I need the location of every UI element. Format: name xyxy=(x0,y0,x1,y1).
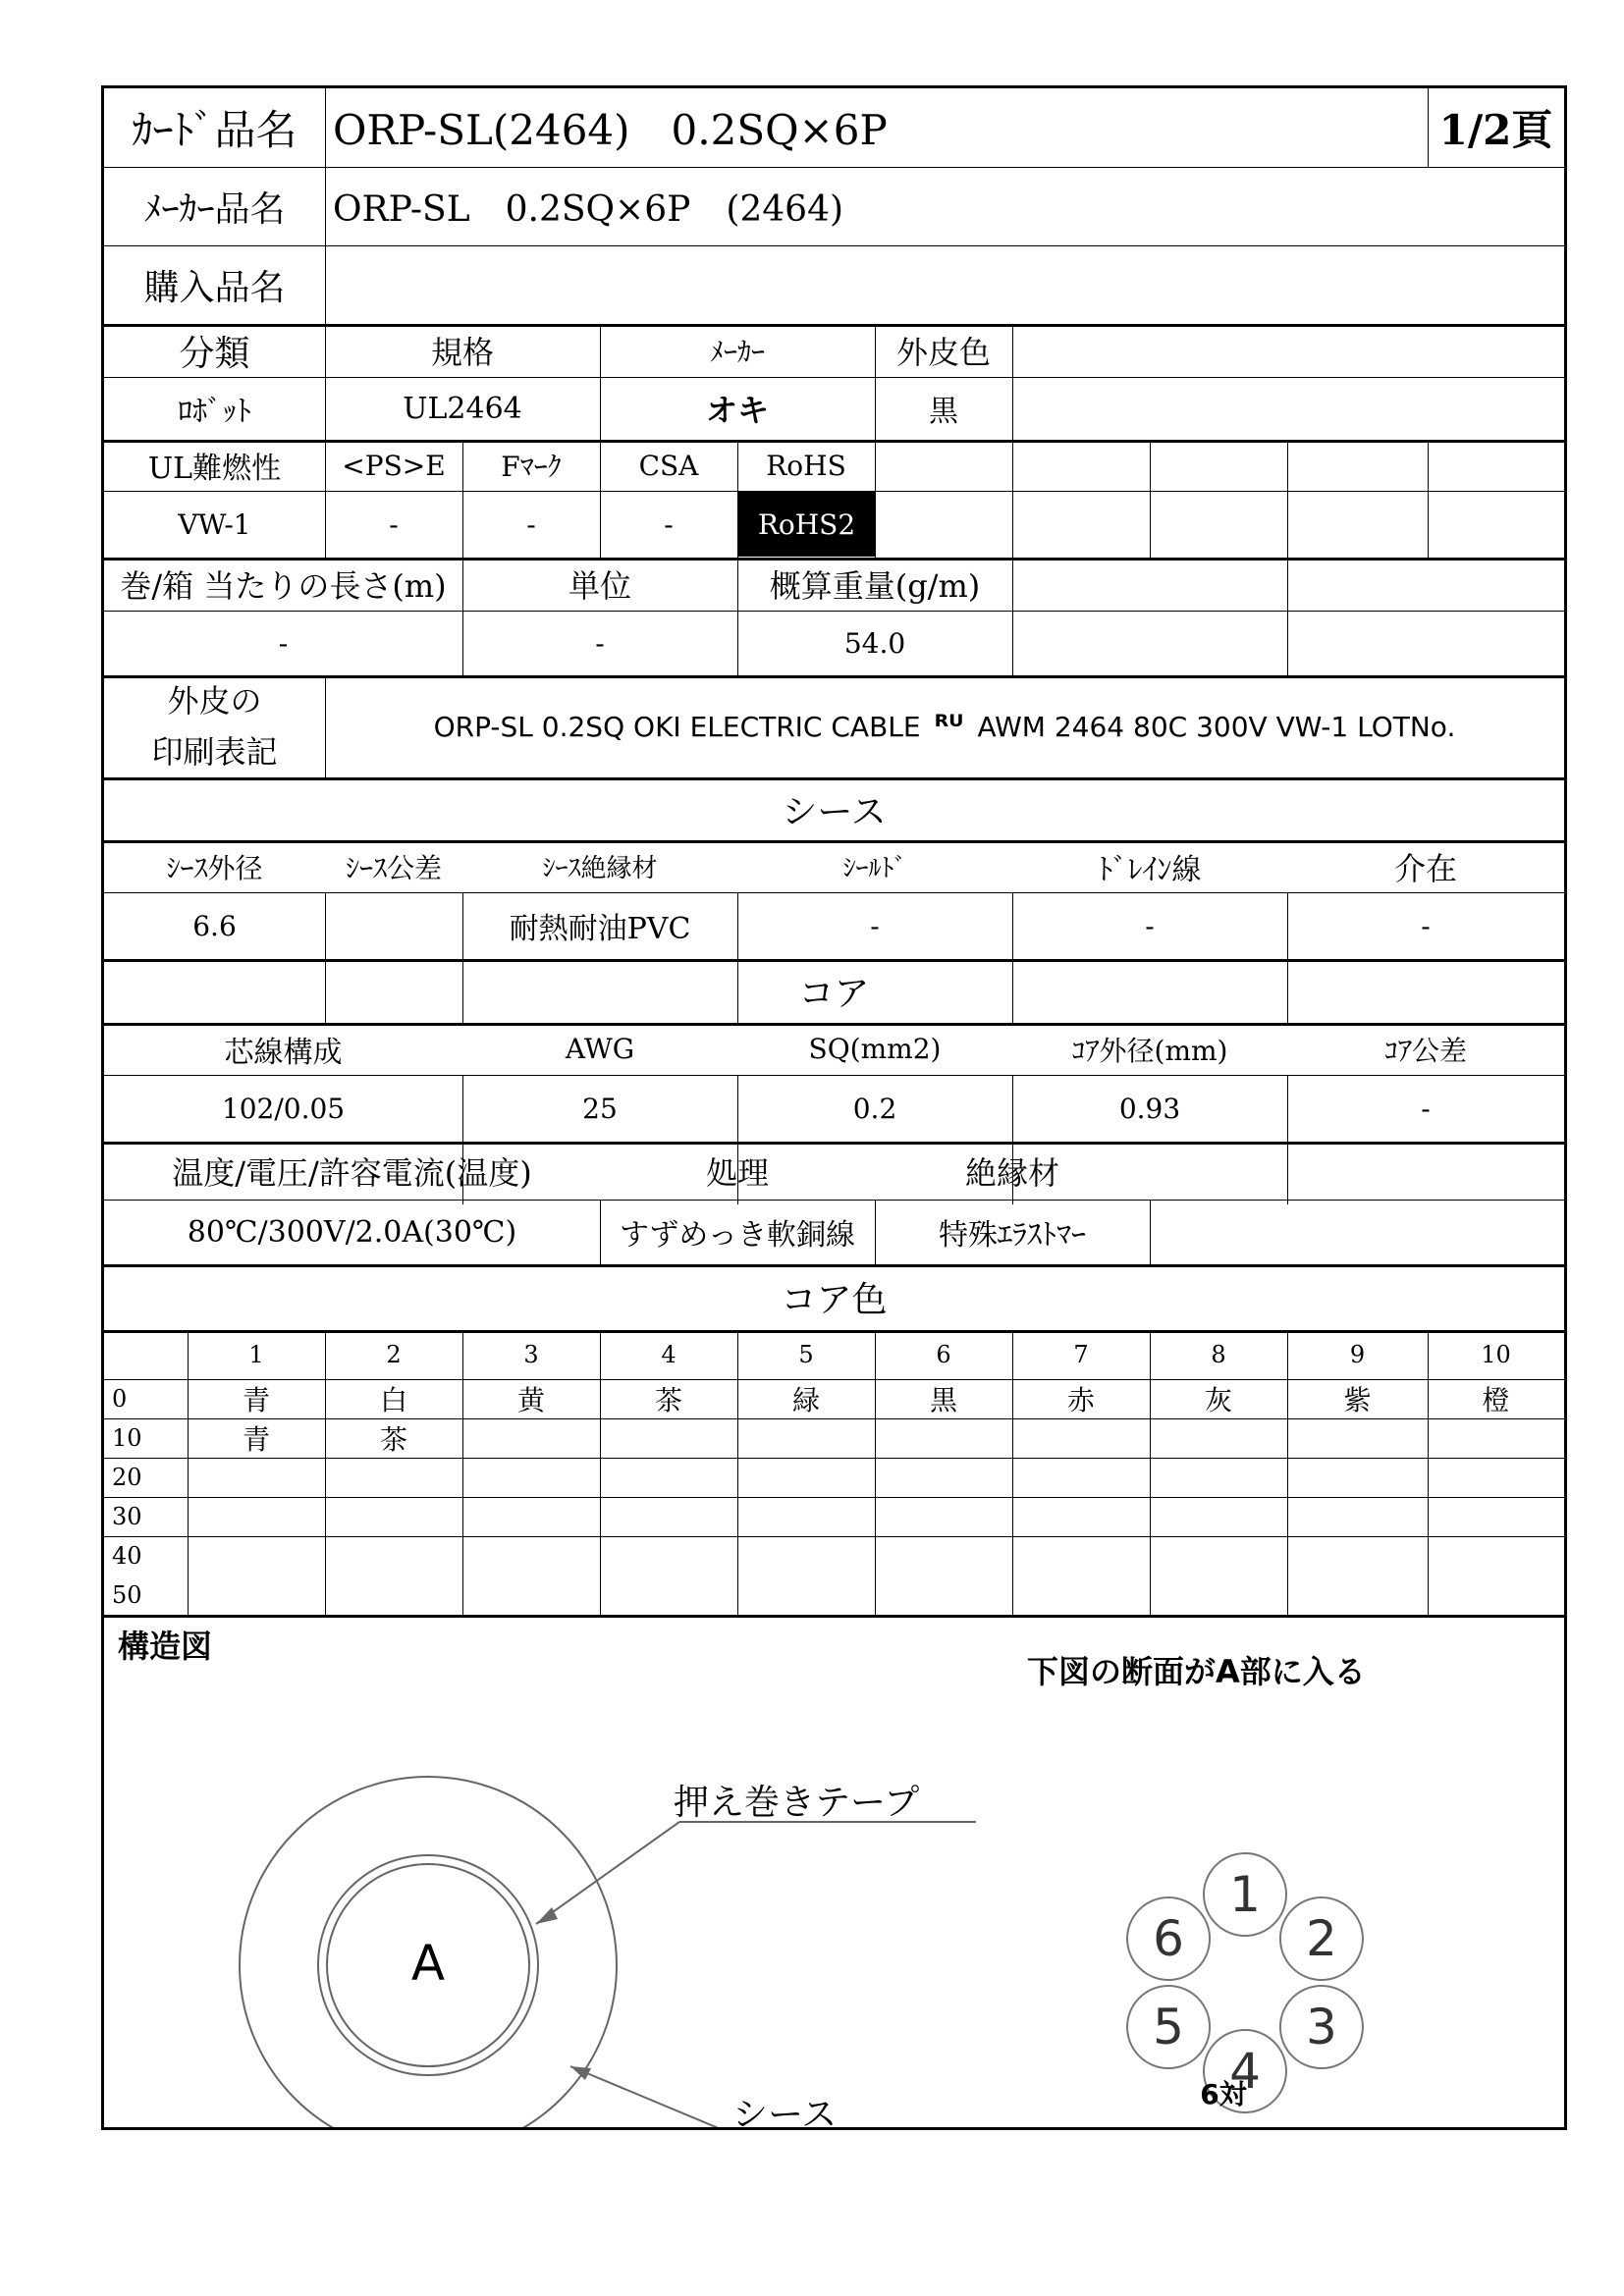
length-per-reel-value: - xyxy=(278,626,289,660)
color-cell: 橙 xyxy=(1482,1384,1510,1416)
color-row-label: 50 xyxy=(112,1581,142,1609)
color-column-header: 9 xyxy=(1349,1341,1366,1368)
color-cell xyxy=(600,1458,737,1497)
color-cell xyxy=(462,1497,600,1536)
temp-voltage-current-value: 80℃/300V/2.0A(30℃) xyxy=(187,1214,517,1250)
ul-flame-header: UL難燃性 xyxy=(147,452,282,486)
conductor-header: 芯線構成 xyxy=(224,1035,343,1070)
conductor-value: 102/0.05 xyxy=(221,1092,346,1125)
page-number: 1/2頁 xyxy=(1438,106,1553,154)
color-row-label: 10 xyxy=(112,1424,142,1452)
sheath-insulation-value: 耐熱耐油PVC xyxy=(509,912,691,946)
sq-header: SQ(mm2) xyxy=(808,1033,942,1065)
color-column-header: 7 xyxy=(1073,1341,1089,1368)
temp-voltage-current-header: 温度/電圧/許容電流(温度) xyxy=(172,1153,532,1192)
core-tolerance-value: - xyxy=(1421,1092,1431,1125)
rohs-badge: RoHS2 xyxy=(738,492,875,557)
color-column-header: 3 xyxy=(523,1341,539,1368)
color-cell xyxy=(325,1575,462,1615)
color-cell xyxy=(600,1497,737,1536)
color-cell xyxy=(600,1575,737,1615)
color-cell: 青 xyxy=(242,1423,270,1456)
jacket-color-value: 黒 xyxy=(929,395,958,429)
purchase-name-label: 購入品名 xyxy=(143,267,286,308)
approx-weight-value: 54.0 xyxy=(843,626,906,660)
color-cell: 茶 xyxy=(654,1384,682,1416)
color-cell xyxy=(1428,1458,1564,1497)
filler-value: - xyxy=(1421,909,1431,942)
awg-value: 25 xyxy=(582,1092,618,1125)
f-mark-header: Fﾏｰｸ xyxy=(501,451,562,483)
sheath-tolerance-header: ｼｰｽ公差 xyxy=(345,851,442,884)
color-cell xyxy=(1012,1575,1150,1615)
color-cell xyxy=(325,1458,462,1497)
color-cell xyxy=(462,1575,600,1615)
purchase-name-value xyxy=(325,245,1564,324)
color-cell: 紫 xyxy=(1343,1384,1372,1416)
color-cell xyxy=(1012,1497,1150,1536)
core-od-value: 0.93 xyxy=(1118,1092,1181,1125)
color-cell xyxy=(1150,1497,1287,1536)
color-cell xyxy=(325,1536,462,1575)
core-color-section-title: コア色 xyxy=(781,1280,888,1320)
color-cell xyxy=(737,1458,875,1497)
ul-mark-icon: ᴿᵁ xyxy=(934,709,964,744)
sheath-od-header: ｼｰｽ外径 xyxy=(166,851,263,884)
color-cell xyxy=(1428,1418,1564,1458)
maker-name-label: ﾒｰｶｰ品名 xyxy=(143,188,286,230)
ul-flame-value: VW-1 xyxy=(178,507,251,541)
color-cell: 緑 xyxy=(791,1384,820,1416)
shield-value: - xyxy=(870,909,880,942)
pair-count-label: 6対 xyxy=(1200,2078,1247,2110)
card-name-label: ｶｰﾄﾞ品名 xyxy=(132,106,298,154)
pair-number: 1 xyxy=(1229,1866,1261,1923)
color-cell xyxy=(462,1536,600,1575)
print-label-line2: 印刷表記 xyxy=(151,733,278,771)
treatment-value: すずめっき軟銅線 xyxy=(620,1218,855,1253)
color-cell: 青 xyxy=(242,1384,270,1416)
rohs-header: RoHS xyxy=(766,449,846,482)
color-row-label: 20 xyxy=(112,1464,142,1491)
spec-sheet xyxy=(101,85,1567,2135)
color-column-header: 1 xyxy=(248,1341,264,1368)
core-label-a: A xyxy=(410,1935,446,1992)
filler-header: 介在 xyxy=(1393,849,1457,887)
unit-header: 単位 xyxy=(568,567,631,605)
maker-value: オキ xyxy=(705,392,769,429)
color-cell xyxy=(1150,1575,1287,1615)
classification-value: ﾛﾎﾞｯﾄ xyxy=(178,395,251,429)
color-cell xyxy=(1150,1458,1287,1497)
color-cell: 黄 xyxy=(516,1384,545,1416)
shield-header: ｼｰﾙﾄﾞ xyxy=(842,854,907,883)
pair-number: 6 xyxy=(1153,1910,1184,1967)
structure-title: 構造図 xyxy=(118,1628,213,1665)
color-cell xyxy=(737,1497,875,1536)
color-cell xyxy=(1428,1536,1564,1575)
color-cell xyxy=(875,1497,1012,1536)
color-column-header: 5 xyxy=(798,1341,814,1368)
classification-header: 分類 xyxy=(179,333,250,374)
print-marking-label xyxy=(104,675,325,777)
tape-label: 押え巻きテープ xyxy=(674,1782,920,1823)
jacket-color-header: 外皮色 xyxy=(895,334,991,371)
sheath-section-title: シース xyxy=(782,791,887,832)
pair-number: 2 xyxy=(1306,1910,1337,1967)
f-mark-value: - xyxy=(526,507,536,541)
color-cell xyxy=(600,1418,737,1458)
standard-value: UL2464 xyxy=(403,391,522,426)
length-per-reel-header: 巻/箱 当たりの長さ(m) xyxy=(120,567,447,605)
color-cell: 茶 xyxy=(379,1423,407,1456)
color-row-label: 30 xyxy=(112,1503,142,1530)
csa-value: - xyxy=(664,507,674,541)
core-od-header: ｺｱ外径(mm) xyxy=(1071,1034,1228,1067)
color-cell xyxy=(875,1575,1012,1615)
color-row-label: 40 xyxy=(112,1542,142,1570)
color-cell xyxy=(1012,1418,1150,1458)
color-cell xyxy=(1287,1575,1428,1615)
pair-number: 5 xyxy=(1153,1999,1184,2056)
insulation-value: 特殊ｴﾗｽﾄﾏｰ xyxy=(939,1218,1086,1253)
color-cell xyxy=(1287,1497,1428,1536)
color-cell xyxy=(1287,1458,1428,1497)
color-cell xyxy=(600,1536,737,1575)
approx-weight-header: 概算重量(g/m) xyxy=(769,567,981,605)
color-cell xyxy=(1012,1458,1150,1497)
color-cell xyxy=(188,1458,325,1497)
color-cell: 黒 xyxy=(929,1384,957,1416)
color-column-header: 8 xyxy=(1211,1341,1226,1368)
card-name-value: ORP-SL(2464) 0.2SQ×6P xyxy=(333,106,888,154)
color-column-header: 2 xyxy=(386,1341,402,1368)
color-cell xyxy=(325,1497,462,1536)
drain-wire-value: - xyxy=(1145,909,1155,942)
color-row-label: 0 xyxy=(112,1385,128,1413)
maker-header: ﾒｰｶｰ xyxy=(709,336,765,368)
pair-number: 4 xyxy=(1229,2043,1261,2100)
core-tolerance-header: ｺｱ公差 xyxy=(1383,1034,1467,1067)
drain-wire-header: ﾄﾞﾚｲﾝ線 xyxy=(1098,852,1202,887)
ps-e-header: <PS>E xyxy=(342,449,446,482)
insulation-header: 絶縁材 xyxy=(964,1153,1059,1192)
color-cell xyxy=(1428,1575,1564,1615)
treatment-header: 処理 xyxy=(705,1153,769,1192)
sheath-label: シース xyxy=(732,2094,838,2135)
color-cell xyxy=(1150,1536,1287,1575)
color-column-header: 4 xyxy=(661,1341,677,1368)
csa-header: CSA xyxy=(638,449,699,482)
core-section-title: コア xyxy=(798,974,870,1014)
color-cell xyxy=(1287,1418,1428,1458)
sheath-od-value: 6.6 xyxy=(192,909,237,942)
ps-e-value: - xyxy=(389,507,399,541)
color-cell: 灰 xyxy=(1204,1384,1232,1416)
color-cell xyxy=(875,1418,1012,1458)
color-cell xyxy=(737,1575,875,1615)
maker-name-value: ORP-SL 0.2SQ×6P (2464) xyxy=(333,188,844,230)
color-cell xyxy=(875,1458,1012,1497)
sheath-tolerance-value xyxy=(325,892,462,959)
color-cell xyxy=(1428,1497,1564,1536)
awg-header: AWG xyxy=(565,1033,635,1065)
standard-header: 規格 xyxy=(430,334,494,371)
color-column-header: 10 xyxy=(1481,1341,1511,1368)
sq-value: 0.2 xyxy=(852,1092,897,1125)
color-cell xyxy=(1012,1536,1150,1575)
color-cell xyxy=(188,1497,325,1536)
print-label-line1: 外皮の xyxy=(167,682,262,720)
color-cell xyxy=(462,1458,600,1497)
sheath-insulation-header: ｼｰｽ絶縁材 xyxy=(542,854,658,883)
color-cell: 赤 xyxy=(1066,1384,1095,1416)
color-cell xyxy=(188,1536,325,1575)
color-cell xyxy=(737,1536,875,1575)
unit-value: - xyxy=(595,626,605,660)
color-cell xyxy=(188,1575,325,1615)
color-cell xyxy=(1287,1536,1428,1575)
color-cell xyxy=(737,1418,875,1458)
color-column-header: 6 xyxy=(936,1341,951,1368)
cross-section-note: 下図の断面がA部に入る xyxy=(1027,1653,1366,1690)
print-marking-text xyxy=(325,675,1564,777)
color-cell xyxy=(1150,1418,1287,1458)
pair-number: 3 xyxy=(1306,1999,1337,2056)
color-cell: 白 xyxy=(379,1384,407,1416)
print-text-after: AWM 2464 80C 300V VW-1 LOTNo. xyxy=(977,710,1456,743)
color-cell xyxy=(875,1536,1012,1575)
color-cell xyxy=(462,1418,600,1458)
print-text-before: ORP-SL 0.2SQ OKI ELECTRIC CABLE xyxy=(433,710,921,743)
